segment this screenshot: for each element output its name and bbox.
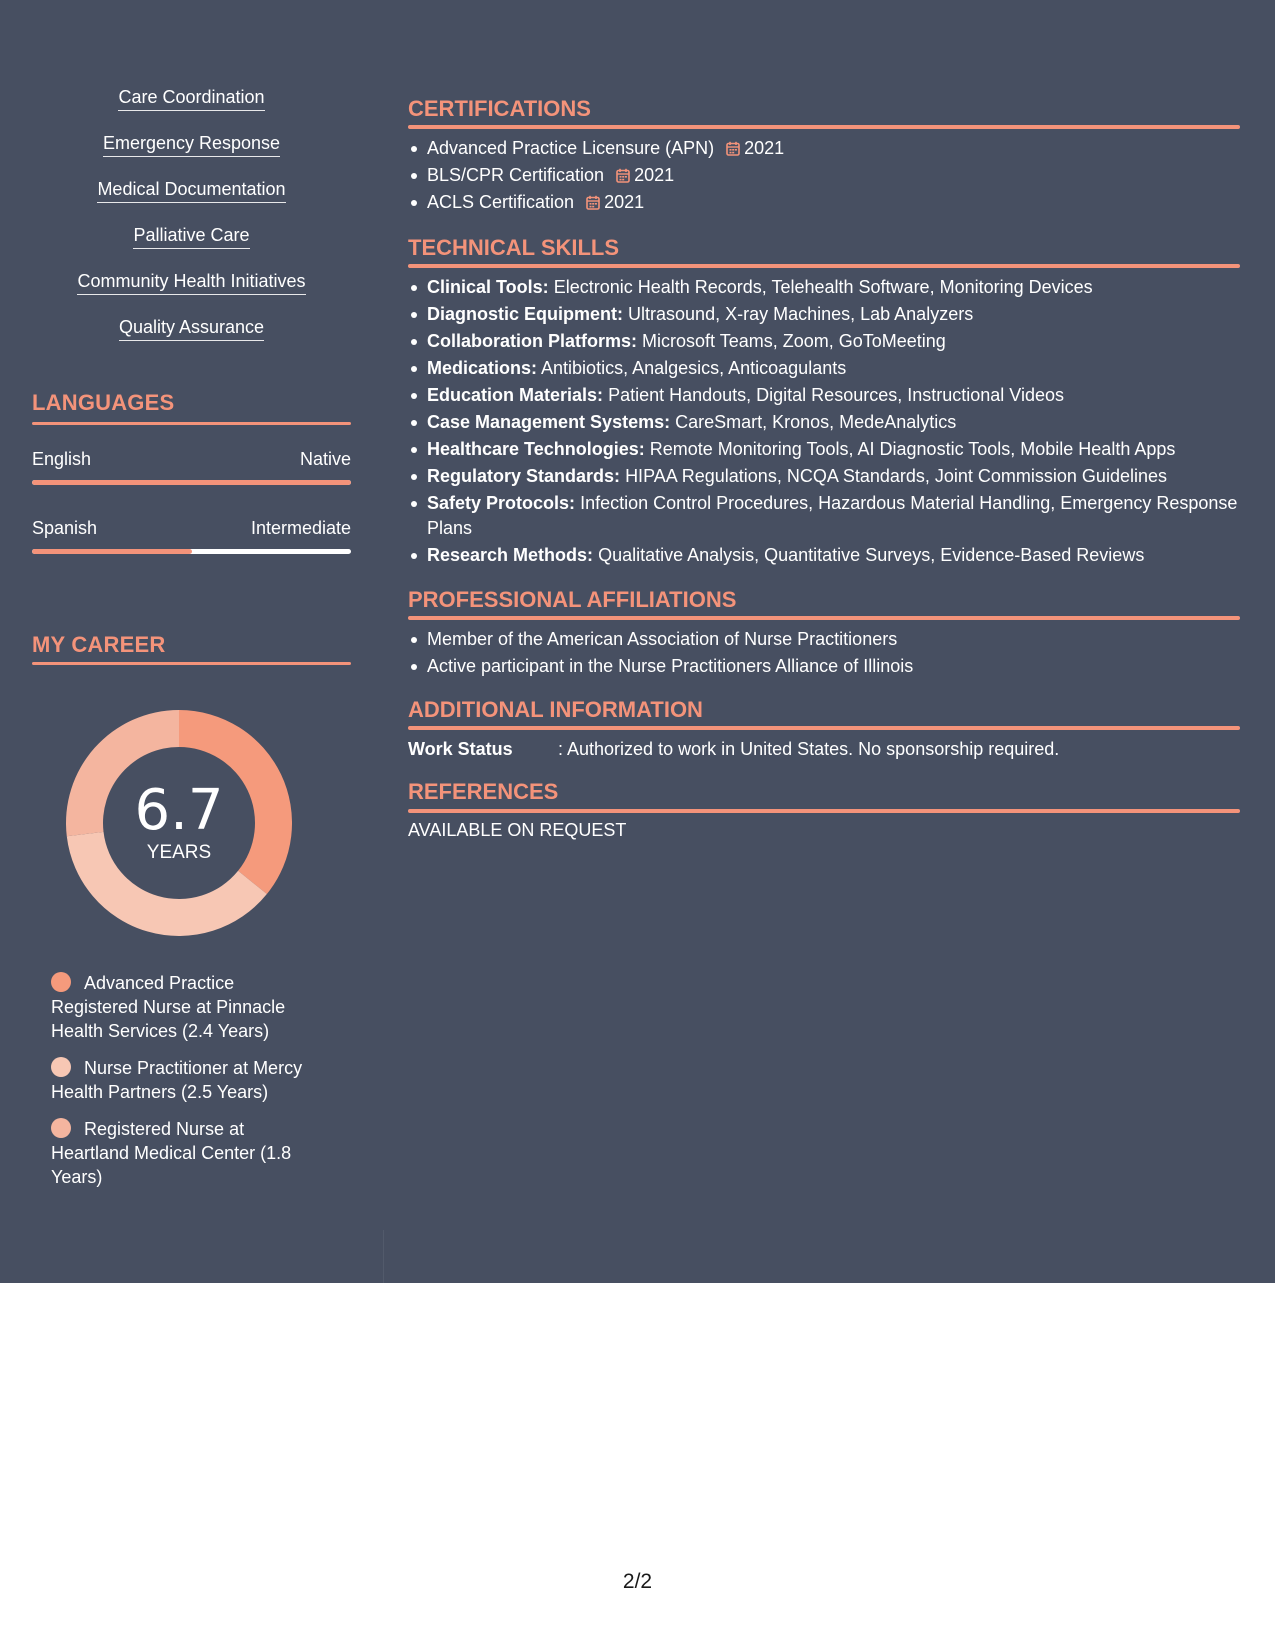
- skill-values: Antibiotics, Analgesics, Anticoagulants: [541, 358, 847, 378]
- language-proficiency-fill: [32, 480, 351, 485]
- languages-title: LANGUAGES: [32, 390, 175, 415]
- technical-skill-item: [427, 543, 1239, 568]
- language-proficiency-bar: [32, 480, 351, 485]
- skill-tag: Care Coordination: [118, 86, 264, 111]
- skill-category: Case Management Systems:: [427, 412, 671, 432]
- technical-skill-item: [427, 275, 1239, 300]
- technical-skills-list: [408, 275, 1239, 570]
- affiliation-item: Active participant in the Nurse Practitioners Alliance of Illinois: [427, 654, 1239, 679]
- language-proficiency-fill: [32, 549, 192, 554]
- affiliations-title: PROFESSIONAL AFFILIATIONS: [408, 587, 737, 612]
- certification-name: Advanced Practice Licensure (APN): [427, 138, 715, 158]
- column-divider: [383, 1230, 384, 1283]
- legend-dot: [51, 1118, 71, 1138]
- total-years-unit: YEARS: [146, 842, 212, 863]
- legend-dot: [51, 972, 71, 992]
- skill-values: CareSmart, Kronos, MedeAnalytics: [675, 412, 957, 432]
- career-role-label: Nurse Practitioner at Mercy Health Partners (2.5 Years): [51, 1058, 303, 1102]
- skill-category: Education Materials:: [427, 385, 604, 405]
- career-legend-item: [51, 1117, 321, 1189]
- total-years-value: 6.7: [134, 778, 224, 843]
- work-status-label: Work Status: [408, 739, 513, 759]
- technical-skill-item: [427, 437, 1239, 462]
- affiliations-rule: [408, 616, 1240, 620]
- language-row: [32, 449, 351, 470]
- work-status-value: : Authorized to work in United States. No sponsorship required.: [558, 739, 1060, 759]
- language-level: Intermediate: [250, 518, 351, 538]
- languages-rule: [32, 422, 351, 425]
- certification-year: 2021: [604, 192, 645, 212]
- references-title: REFERENCES: [408, 779, 559, 804]
- additional-info-title: ADDITIONAL INFORMATION: [408, 697, 703, 722]
- language-row: [32, 518, 351, 539]
- references-text: AVAILABLE ON REQUEST: [408, 820, 627, 840]
- language-name: English: [32, 449, 92, 469]
- skills-list: [32, 86, 351, 362]
- technical-skill-item: [427, 491, 1239, 541]
- skill-tag: Medical Documentation: [97, 178, 285, 203]
- legend-dot: [51, 1057, 71, 1077]
- page-number: 2/2: [622, 1570, 653, 1593]
- certifications-title: CERTIFICATIONS: [408, 96, 591, 121]
- affiliation-item: Member of the American Association of Nurse Practitioners: [427, 627, 1239, 652]
- skill-values: HIPAA Regulations, NCQA Standards, Joint Commission Guidelines: [625, 466, 1167, 486]
- work-status-row: [408, 737, 1059, 761]
- certification-item: [427, 190, 1239, 215]
- skill-category: Diagnostic Equipment:: [427, 304, 624, 324]
- language-proficiency-bar: [32, 549, 351, 554]
- skill-category: Collaboration Platforms:: [427, 331, 638, 351]
- certifications-list: [408, 136, 1239, 217]
- technical-skill-item: [427, 383, 1239, 408]
- skill-values: Electronic Health Records, Telehealth Software, Monitoring Devices: [553, 277, 1093, 297]
- certification-name: ACLS Certification: [427, 192, 575, 212]
- donut-center: [66, 710, 292, 936]
- certifications-rule: [408, 125, 1240, 129]
- additional-info-rule: [408, 726, 1240, 730]
- technical-skill-item: [427, 302, 1239, 327]
- skill-tag: Community Health Initiatives: [77, 270, 305, 295]
- skill-values: Remote Monitoring Tools, AI Diagnostic Tools, Mobile Health Apps: [649, 439, 1176, 459]
- calendar-icon: [586, 192, 600, 207]
- technical-skill-item: [427, 464, 1239, 489]
- certification-item: [427, 136, 1239, 161]
- skill-category: Medications:: [427, 358, 538, 378]
- skill-values: Qualitative Analysis, Quantitative Surveys, Evidence-Based Reviews: [598, 545, 1145, 565]
- certification-name: BLS/CPR Certification: [427, 165, 605, 185]
- skill-values: Infection Control Procedures, Hazardous Material Handling, Emergency Response Plans: [427, 493, 1238, 538]
- skill-category: Healthcare Technologies:: [427, 439, 645, 459]
- career-legend-item: [51, 971, 321, 1043]
- career-role-label: Advanced Practice Registered Nurse at Pinnacle Health Services (2.4 Years): [51, 973, 286, 1041]
- calendar-icon: [726, 138, 740, 153]
- career-title: MY CAREER: [32, 632, 166, 657]
- career-role-label: Registered Nurse at Heartland Medical Center (1.8 Years): [51, 1119, 292, 1187]
- skill-category: Clinical Tools:: [427, 277, 549, 297]
- affiliations-list: [408, 627, 1239, 681]
- skill-values: Microsoft Teams, Zoom, GoToMeeting: [642, 331, 946, 351]
- certification-item: [427, 163, 1239, 188]
- skill-tag: Emergency Response: [103, 132, 280, 157]
- skill-category: Safety Protocols:: [427, 493, 576, 513]
- career-donut-chart: [66, 710, 292, 936]
- skill-category: Regulatory Standards:: [427, 466, 621, 486]
- certification-year: 2021: [634, 165, 675, 185]
- skill-values: Ultrasound, X-ray Machines, Lab Analyzers: [628, 304, 974, 324]
- technical-skill-item: [427, 329, 1239, 354]
- certification-year: 2021: [744, 138, 785, 158]
- career-legend-item: [51, 1056, 321, 1104]
- references-rule: [408, 809, 1240, 813]
- skill-category: Research Methods:: [427, 545, 594, 565]
- calendar-icon: [616, 165, 630, 180]
- technical-skill-item: [427, 356, 1239, 381]
- skill-tag: Palliative Care: [133, 224, 249, 249]
- language-level: Native: [299, 449, 351, 469]
- technical-skill-item: [427, 410, 1239, 435]
- technical-skills-rule: [408, 264, 1240, 268]
- career-legend: [51, 971, 321, 1202]
- skill-values: Patient Handouts, Digital Resources, Instructional Videos: [608, 385, 1064, 405]
- technical-skills-title: TECHNICAL SKILLS: [408, 235, 620, 260]
- career-rule: [32, 662, 351, 665]
- language-name: Spanish: [32, 518, 98, 538]
- skill-tag: Quality Assurance: [119, 316, 264, 341]
